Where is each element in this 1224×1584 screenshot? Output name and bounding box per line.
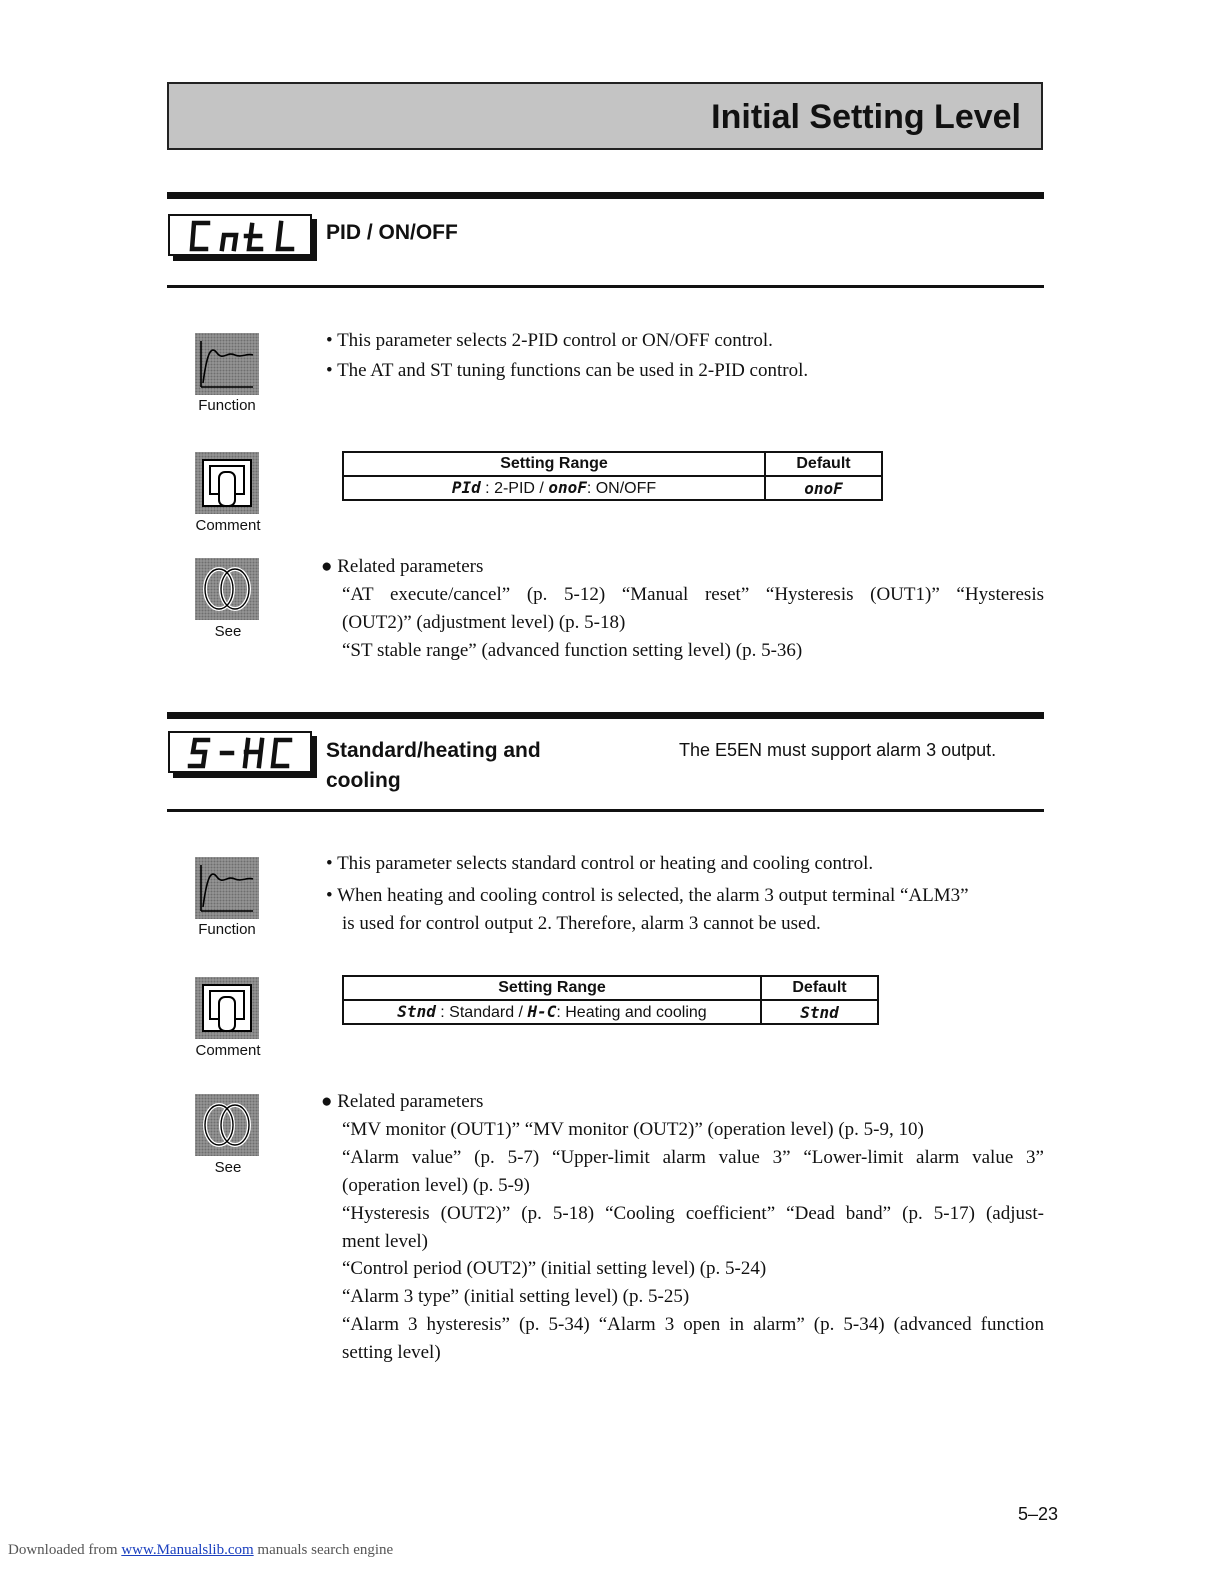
function-label: Function	[198, 397, 256, 414]
comment-label: Comment	[195, 517, 261, 534]
related-line: “AT execute/cancel” (p. 5-12) “Manual reset” “Hysteresis (OUT1)” “Hysteresis	[342, 584, 1044, 605]
section-divider	[167, 809, 1044, 812]
display-code: onoF	[548, 478, 587, 497]
section-note: The E5EN must support alarm 3 output.	[679, 740, 997, 760]
setting-range-value: PId : 2-PID / onoF: ON/OFF	[343, 476, 765, 500]
related-line: “Hysteresis (OUT2)” (p. 5-18) “Cooling coefficient” “Dead band” (p. 5-17) (adjust-	[342, 1203, 1044, 1224]
see-icon	[195, 558, 259, 620]
page-number: 5–23	[1018, 1504, 1059, 1524]
seven-segment-display	[186, 735, 306, 771]
comment-label: Comment	[195, 1042, 261, 1059]
function-icon	[195, 857, 259, 919]
related-line: ment level)	[342, 1231, 428, 1252]
section-divider	[167, 192, 1044, 199]
section-title: Standard/heating and cooling	[326, 739, 541, 792]
page-title: Initial Setting Level	[711, 98, 1021, 136]
related-line: “Alarm value” (p. 5-7) “Upper-limit alarm value 3” “Lower-limit alarm value 3”	[342, 1147, 1044, 1168]
related-heading: ● Related parameters	[321, 556, 484, 577]
related-heading: ● Related parameters	[321, 1091, 484, 1112]
function-bullet: • The AT and ST tuning functions can be used in 2-PID control.	[326, 360, 809, 381]
related-line: “Alarm 3 type” (initial setting level) (p. 5-25)	[342, 1286, 690, 1307]
see-icon	[195, 1094, 259, 1156]
setting-range-table	[342, 975, 879, 1025]
related-line: setting level)	[342, 1342, 441, 1363]
display-code: Stnd	[397, 1002, 436, 1021]
manualslib-link[interactable]: www.Manualslib.com	[121, 1542, 254, 1558]
related-line: “Control period (OUT2)” (initial setting level) (p. 5-24)	[342, 1258, 767, 1279]
default-value: Stnd	[761, 1000, 878, 1024]
default-value: onoF	[765, 476, 882, 500]
display-code-cntl	[168, 214, 312, 256]
setting-range-value: Stnd : Standard / H-C: Heating and cooling	[343, 1000, 761, 1024]
download-footer: Downloaded from www.Manualslib.com manuals search engine	[8, 1542, 394, 1558]
seven-segment-display	[186, 218, 306, 254]
header-default: Default	[761, 976, 878, 1000]
related-line: (operation level) (p. 5-9)	[342, 1175, 530, 1196]
function-bullet: • When heating and cooling control is selected, the alarm 3 output terminal “ALM3”	[326, 885, 969, 906]
header-default: Default	[765, 452, 882, 476]
display-code: H-C	[527, 1002, 557, 1021]
display-code-5hc	[168, 731, 312, 773]
related-line: “MV monitor (OUT1)” “MV monitor (OUT2)” (operation level) (p. 5-9, 10)	[342, 1119, 924, 1140]
see-label: See	[214, 1159, 242, 1176]
section-title: PID / ON/OFF	[326, 221, 458, 244]
function-icon	[195, 333, 259, 395]
function-bullet: • This parameter selects standard control or heating and cooling control.	[326, 853, 874, 874]
function-bullet: • This parameter selects 2-PID control or ON/OFF control.	[326, 330, 773, 351]
related-line: (OUT2)” (adjustment level) (p. 5-18)	[342, 612, 626, 633]
related-line: “Alarm 3 hysteresis” (p. 5-34) “Alarm 3 open in alarm” (p. 5-34) (advanced function	[342, 1314, 1044, 1335]
section-divider	[167, 285, 1044, 288]
page-header	[167, 82, 1043, 150]
related-line: “ST stable range” (advanced function setting level) (p. 5-36)	[342, 640, 803, 661]
header-setting-range: Setting Range	[343, 452, 765, 476]
function-bullet-continued: is used for control output 2. Therefore, alarm 3 cannot be used.	[342, 913, 821, 934]
function-label: Function	[198, 921, 256, 938]
comment-icon	[195, 452, 259, 514]
see-label: See	[214, 623, 242, 640]
display-code: PId	[451, 478, 481, 497]
setting-range-table	[342, 451, 883, 501]
comment-icon	[195, 977, 259, 1039]
header-setting-range: Setting Range	[343, 976, 761, 1000]
section-divider	[167, 712, 1044, 719]
